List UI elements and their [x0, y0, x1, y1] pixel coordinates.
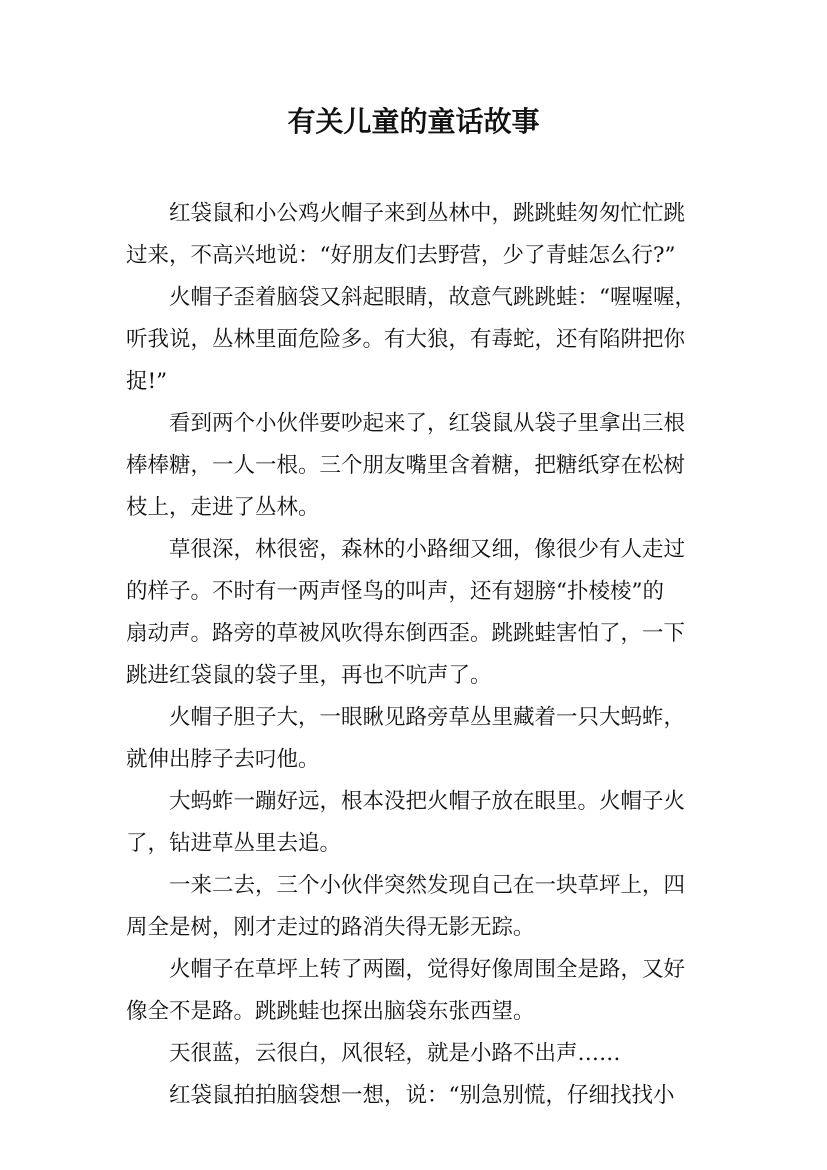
text-line: 火帽子歪着脑袋又斜起眼睛，故意气跳跳蛙：“喔喔喔， — [169, 285, 696, 310]
text-line: 扇动声。路旁的草被风吹得东倒西歪。跳跳蛙害怕了，一下 — [126, 621, 686, 646]
text-line: 听我说，丛林里面危险多。有大狼，有毒蛇，还有陷阱把你 — [126, 327, 686, 352]
text-line: 周全是树，刚才走过的路消失得无影无踪。 — [126, 915, 535, 940]
text-line: 一来二去，三个小伙伴突然发现自己在一块草坪上，四 — [169, 873, 686, 898]
story-body — [126, 193, 706, 1117]
text-line: 跳进红袋鼠的袋子里，再也不吭声了。 — [126, 663, 492, 688]
text-line: 枝上，走进了丛林。 — [126, 495, 320, 520]
text-line: 了，钻进草丛里去追。 — [126, 831, 342, 856]
text-line: 就伸出脖子去叼他。 — [126, 747, 320, 772]
text-line: 像全不是路。跳跳蛙也探出脑袋东张西望。 — [126, 999, 535, 1024]
text-line: 捉!” — [126, 369, 168, 394]
text-line: 火帽子胆子大，一眼瞅见路旁草丛里藏着一只大蚂蚱， — [169, 705, 686, 730]
text-line: 红袋鼠拍拍脑袋想一想，说：“别急别慌，仔细找找小 — [169, 1083, 675, 1108]
text-line: 红袋鼠和小公鸡火帽子来到丛林中，跳跳蛙匆匆忙忙跳 — [169, 201, 686, 226]
text-line: 天很蓝，云很白，风很轻，就是小路不出声…… — [169, 1041, 621, 1066]
text-line: 火帽子在草坪上转了两圈，觉得好像周围全是路，又好 — [169, 957, 686, 982]
document-title: 有关儿童的童话故事 — [287, 105, 540, 138]
text-line: 的样子。不时有一两声怪鸟的叫声，还有翅膀“扑棱棱”的 — [126, 579, 664, 604]
text-line: 草很深，林很密，森林的小路细又细，像很少有人走过 — [169, 537, 686, 562]
text-line: 大蚂蚱一蹦好远，根本没把火帽子放在眼里。火帽子火 — [169, 789, 686, 814]
text-line: 过来，不高兴地说：“好朋友们去野营，少了青蛙怎么行?” — [126, 243, 676, 268]
text-line: 看到两个小伙伴要吵起来了，红袋鼠从袋子里拿出三根 — [169, 411, 686, 436]
text-line: 棒棒糖，一人一根。三个朋友嘴里含着糖，把糖纸穿在松树 — [126, 453, 686, 478]
